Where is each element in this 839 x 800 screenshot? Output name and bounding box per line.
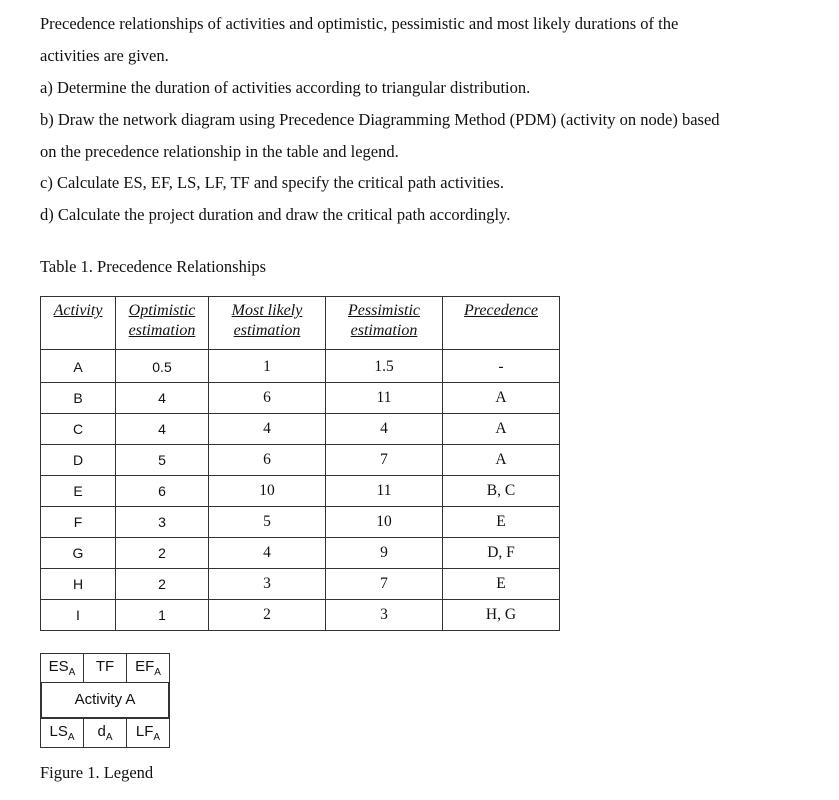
header-pessimistic: Pessimistic estimation xyxy=(326,297,443,350)
table-row: D 5 6 7 A xyxy=(41,445,560,476)
table-row: B 4 6 11 A xyxy=(41,383,560,414)
table-row: A 0.5 1 1.5 - xyxy=(41,350,560,383)
intro-line-1: Precedence relationships of activities and optimistic, pessimistic and most likely durations of the xyxy=(40,14,679,33)
intro-line-2: activities are given. xyxy=(40,46,169,65)
table-row: I 1 2 3 H, G xyxy=(41,600,560,631)
question-b-line-1: b) Draw the network diagram using Precedence Diagramming Method (PDM) (activity on node) based xyxy=(40,110,720,129)
question-a: a) Determine the duration of activities according to triangular distribution. xyxy=(40,78,531,97)
legend-es: $ES_A$ xyxy=(48,658,76,678)
table-row: E 6 10 11 B, C xyxy=(41,476,560,507)
legend-activity-row xyxy=(40,683,170,719)
legend-activity-label: Activity A xyxy=(74,691,136,708)
question-c: c) Calculate ES, EF, LS, LF, TF and specify the critical path activities. xyxy=(40,173,504,192)
question-d: d) Calculate the project duration and draw the critical path accordingly. xyxy=(40,205,511,224)
header-optimistic: Optimistic estimation xyxy=(116,297,209,350)
header-precedence: Precedence xyxy=(443,297,560,350)
table-row: G 2 4 9 D, F xyxy=(41,538,560,569)
table-caption: Table 1. Precedence Relationships xyxy=(40,257,267,276)
legend-lf: $LF_A$ xyxy=(126,719,169,747)
table-header-row xyxy=(41,297,560,350)
precedence-table xyxy=(40,296,560,631)
question-b-line-2: on the precedence relationship in the table and legend. xyxy=(40,142,399,161)
header-most-likely: Most likely estimation xyxy=(209,297,326,350)
legend-box xyxy=(40,653,170,748)
legend-top-row xyxy=(40,653,170,683)
table-row: F 3 5 10 E xyxy=(41,507,560,538)
header-activity: Activity xyxy=(41,297,116,350)
legend-d: $d_A$ xyxy=(83,719,126,747)
legend-ls: $LS_A$ xyxy=(49,723,75,743)
table-row: C 4 4 4 A xyxy=(41,414,560,445)
legend-tf: TF xyxy=(83,654,126,682)
table-row: H 2 3 7 E xyxy=(41,569,560,600)
legend-ef: $EF_A$ xyxy=(126,654,169,682)
legend-caption: Figure 1. Legend xyxy=(40,763,154,782)
legend-bottom-row xyxy=(40,719,170,748)
